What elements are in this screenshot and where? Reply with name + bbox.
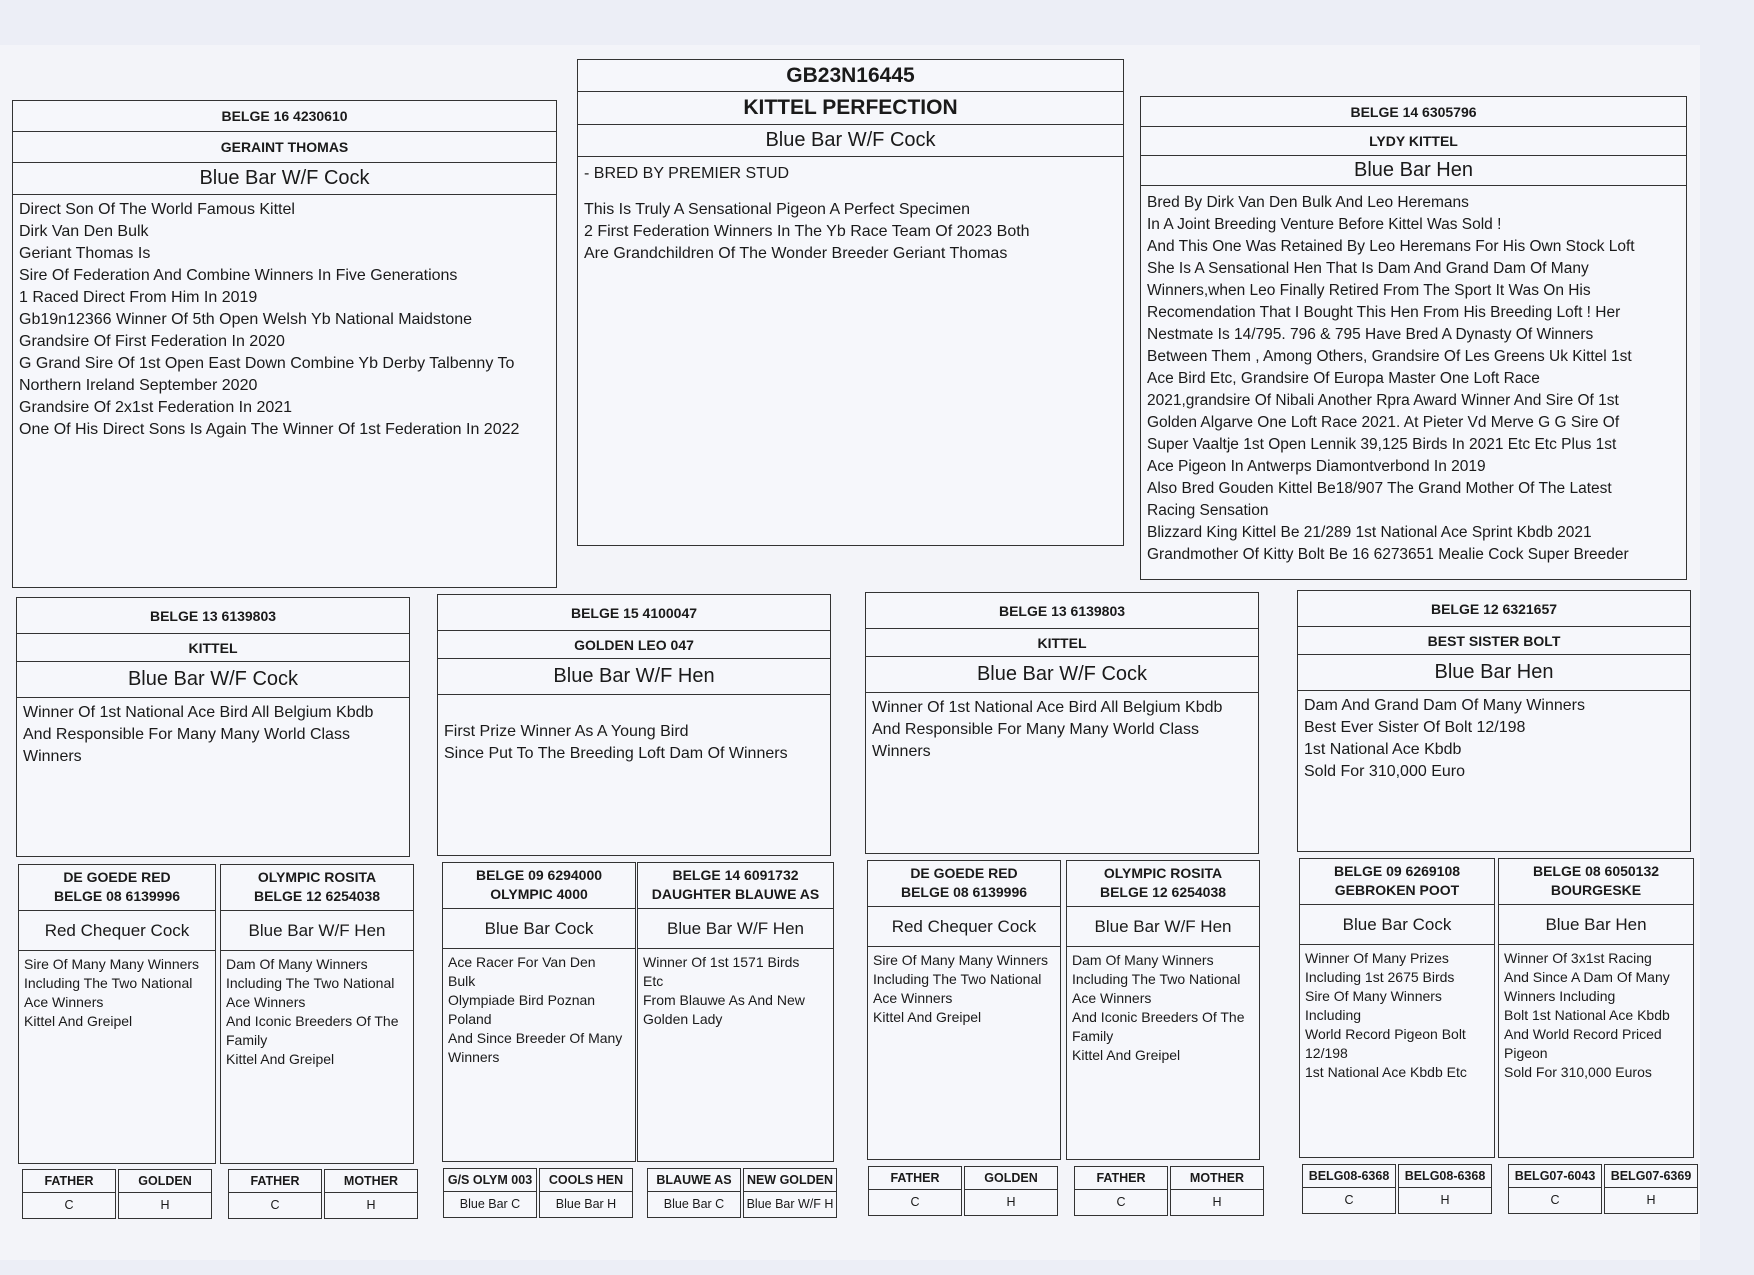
ggp-description: Winner Of Many Prizes Including 1st 2675 Birds Sire Of Many Winners Including World Record Pigeon Bolt 12/198 1st National Ace Kbdb Etc [1305,950,1467,1080]
ggp-line1: DE GOEDE RED [910,865,1018,881]
grandparent-card [1297,590,1691,852]
gggp-value: C [1116,1195,1126,1209]
gggp-title: G/S OLYM 003 [444,1169,536,1192]
ggp-description: Dam Of Many Winners Including The Two National Ace Winners And Iconic Breeders Of The Family Kittel And Greipel [226,956,399,1067]
ggp-line2: BELGE 08 6139996 [900,884,1028,900]
gggp-value: C [910,1195,920,1209]
gggp-box [647,1168,741,1218]
gggp-box [1074,1166,1168,1216]
gggp-box [539,1168,633,1218]
great-grandparent-card [1066,860,1260,1160]
ggp-color: Blue Bar W/F Hen [221,911,413,951]
gggp-value: Blue Bar H [555,1197,617,1211]
gggp-value: H [1646,1193,1656,1207]
ggp-line1: BELGE 09 6269108 [1333,863,1461,879]
grandparent-color: Blue Bar W/F Cock [866,657,1258,693]
gggp-box [1508,1164,1602,1214]
ggp-line1: OLYMPIC ROSITA [257,869,377,885]
subject-card [577,59,1124,546]
gggp-title: FATHER [1075,1167,1167,1190]
subject-name: KITTEL PERFECTION [578,92,1123,125]
ggp-line2: BELGE 08 6139996 [53,888,181,904]
ggp-line2: BOURGESKE [1550,882,1642,898]
ggp-line2: BELGE 12 6254038 [253,888,381,904]
subject-color: Blue Bar W/F Cock [578,125,1123,157]
gggp-box [743,1168,837,1218]
gggp-value: Blue Bar W/F H [746,1197,834,1211]
gggp-value: H [1440,1193,1450,1207]
gggp-value: C [270,1198,280,1212]
sire-color: Blue Bar W/F Cock [13,163,556,195]
gggp-box [1302,1164,1396,1214]
grandparent-ring: BELGE 13 6139803 [17,598,409,634]
gggp-value: H [1212,1195,1222,1209]
ggp-color: Blue Bar Cock [443,909,635,949]
ggp-description: Sire Of Many Many Winners Including The Two National Ace Winners Kittel And Greipel [24,956,200,1029]
gggp-box [118,1169,212,1219]
gggp-title: FATHER [869,1167,961,1190]
ggp-description: Winner Of 1st 1571 Birds Etc From Blauwe As And New Golden Lady [643,954,805,1027]
grandparent-name: KITTEL [17,634,409,662]
dam-color: Blue Bar Hen [1141,156,1686,186]
ggp-description: Ace Racer For Van Den Bulk Olympiade Bird Poznan Poland And Since Breeder Of Many Winners [448,954,623,1065]
gggp-title: FATHER [23,1170,115,1193]
gggp-value: Blue Bar C [459,1197,521,1211]
subject-description: This Is Truly A Sensational Pigeon A Perfect Specimen 2 First Federation Winners In The Yb Race Team Of 2023 Both Are Grandchildren Of The Wonder Breeder Geriant Thomas [584,201,1030,262]
ggp-line1: OLYMPIC ROSITA [1103,865,1223,881]
gggp-value: C [1344,1193,1354,1207]
ggp-line1: BELGE 09 6294000 [475,867,603,883]
gggp-value: H [366,1198,376,1212]
great-grandparent-card [220,864,414,1164]
gggp-title: NEW GOLDEN [744,1169,836,1192]
great-grandparent-card [867,860,1061,1160]
dam-card [1140,96,1687,580]
gggp-box [443,1168,537,1218]
grandparent-description: First Prize Winner As A Young Bird Since Put To The Breeding Loft Dam Of Winners [444,723,788,762]
gggp-box [22,1169,116,1219]
ggp-description: Sire Of Many Many Winners Including The Two National Ace Winners Kittel And Greipel [873,952,1049,1025]
gggp-title: GOLDEN [119,1170,211,1193]
ggp-line1: BELGE 08 6050132 [1532,863,1660,879]
grandparent-ring: BELGE 12 6321657 [1298,591,1690,627]
dam-ring: BELGE 14 6305796 [1141,97,1686,127]
gggp-value: C [1550,1193,1560,1207]
gggp-value: H [1006,1195,1016,1209]
grandparent-color: Blue Bar W/F Cock [17,662,409,698]
ggp-line2: BELGE 12 6254038 [1099,884,1227,900]
gggp-title: MOTHER [1171,1167,1263,1190]
grandparent-ring: BELGE 15 4100047 [438,595,830,631]
ggp-color: Blue Bar Hen [1499,905,1693,945]
grandparent-color: Blue Bar Hen [1298,655,1690,691]
gggp-box [1604,1164,1698,1214]
gggp-title: GOLDEN [965,1167,1057,1190]
gggp-box [324,1169,418,1219]
great-grandparent-card [1299,858,1495,1158]
gggp-value: H [160,1198,170,1212]
grandparent-description: Dam And Grand Dam Of Many Winners Best Ever Sister Of Bolt 12/198 1st National Ace Kbdb Sold For 310,000 Euro [1304,697,1585,780]
great-grandparent-card [18,864,216,1164]
grandparent-card [437,594,831,856]
gggp-value: Blue Bar C [663,1197,725,1211]
gggp-title: BELG08-6368 [1303,1165,1395,1188]
grandparent-description: Winner Of 1st National Ace Bird All Belgium Kbdb And Responsible For Many Many World Class Winners [872,699,1223,760]
gggp-title: BELG07-6043 [1509,1165,1601,1188]
gggp-box [1398,1164,1492,1214]
sire-name: GERAINT THOMAS [13,132,556,163]
gggp-title: BELG07-6369 [1605,1165,1697,1188]
grandparent-name: GOLDEN LEO 047 [438,631,830,659]
sire-ring: BELGE 16 4230610 [13,101,556,132]
gggp-value: C [64,1198,74,1212]
ggp-description: Dam Of Many Winners Including The Two National Ace Winners And Iconic Breeders Of The Family Kittel And Greipel [1072,952,1245,1063]
gggp-box [228,1169,322,1219]
gggp-title: BLAUWE AS [648,1169,740,1192]
dam-name: LYDY KITTEL [1141,127,1686,156]
gggp-title: MOTHER [325,1170,417,1193]
grandparent-name: KITTEL [866,629,1258,657]
gggp-title: COOLS HEN [540,1169,632,1192]
grandparent-description: Winner Of 1st National Ace Bird All Belgium Kbdb And Responsible For Many Many World Class Winners [23,704,374,765]
gggp-title: BELG08-6368 [1399,1165,1491,1188]
great-grandparent-card [637,862,834,1162]
ggp-color: Red Chequer Cock [868,907,1060,947]
subject-bred-by: - BRED BY PREMIER STUD [584,165,790,182]
gggp-box [868,1166,962,1216]
ggp-line1: BELGE 14 6091732 [672,867,799,883]
ggp-line2: OLYMPIC 4000 [490,886,588,902]
ggp-description: Winner Of 3x1st Racing And Since A Dam Of Many Winners Including Bolt 1st National Ace Kbdb And World Record Priced Pigeon Sold For 310,000 Euros [1504,950,1670,1080]
gggp-box [964,1166,1058,1216]
ggp-line1: DE GOEDE RED [63,869,171,885]
dam-description: Bred By Dirk Van Den Bulk And Leo Heremans In A Joint Breeding Venture Before Kittel Was Sold ! And This One Was Retained By Leo Heremans For His Own Stock Loft She Is A Sensational Hen That Is Dam And Grand Dam Of Many Winners,when Leo Finally Retired From The Sport It Was On His Recomendation That I Bought This Hen From His Breeding Loft ! Her Nestmate Is 14/795. 796 & 795 Have Bred A Dynasty Of Winners Between Them , Among Others, Grandsire Of Les Greens Uk Kittel 1st Ace Bird Etc, Grandsire Of Europa Master One Loft Race 2021,grandsire Of Nibali Another Rpra Award Winner And Sire Of 1st Golden Algarve One Loft Race 2021. At Pieter Vd Merve G G Sire Of Super Vaaltje 1st Open Lennik 39,125 Birds In 2021 Etc Etc Plus 1st Ace Pigeon In Antwerps Diamontverbond In 2019 Also Bred Gouden Kittel Be18/907 The Grand Mother Of The Latest Racing Sensation Blizzard King Kittel Be 21/289 1st National Ace Sprint Kbdb 2021 Grandmother Of Kitty Bolt Be 16 6273651 Mealie Cock Super Breeder [1147,194,1635,563]
ggp-line2: DAUGHTER BLAUWE AS [651,886,820,902]
great-grandparent-card [442,862,636,1162]
subject-ring: GB23N16445 [578,60,1123,92]
sire-description: Direct Son Of The World Famous Kittel Dirk Van Den Bulk Geriant Thomas Is Sire Of Federation And Combine Winners In Five Generations 1 Raced Direct From Him In 2019 Gb19n12366 Winner Of 5th Open Welsh Yb National Maidstone Grandsire Of First Federation In 2020 G Grand Sire Of 1st Open East Down Combine Yb Derby Talbenny To Northern Ireland September 2020 Grandsire Of 2x1st Federation In 2021 One Of His Direct Sons Is Again The Winner Of 1st Federation In 2022 [19,201,520,438]
ggp-color: Blue Bar W/F Hen [1067,907,1259,947]
grandparent-color: Blue Bar W/F Hen [438,659,830,695]
grandparent-card [16,597,410,857]
grandparent-name: BEST SISTER BOLT [1298,627,1690,655]
great-grandparent-card [1498,858,1694,1158]
grandparent-card [865,592,1259,854]
grandparent-ring: BELGE 13 6139803 [866,593,1258,629]
gggp-box [1170,1166,1264,1216]
ggp-color: Red Chequer Cock [19,911,215,951]
ggp-line2: GEBROKEN POOT [1334,882,1460,898]
sire-card [12,100,557,588]
ggp-color: Blue Bar W/F Hen [638,909,833,949]
gggp-title: FATHER [229,1170,321,1193]
ggp-color: Blue Bar Cock [1300,905,1494,945]
